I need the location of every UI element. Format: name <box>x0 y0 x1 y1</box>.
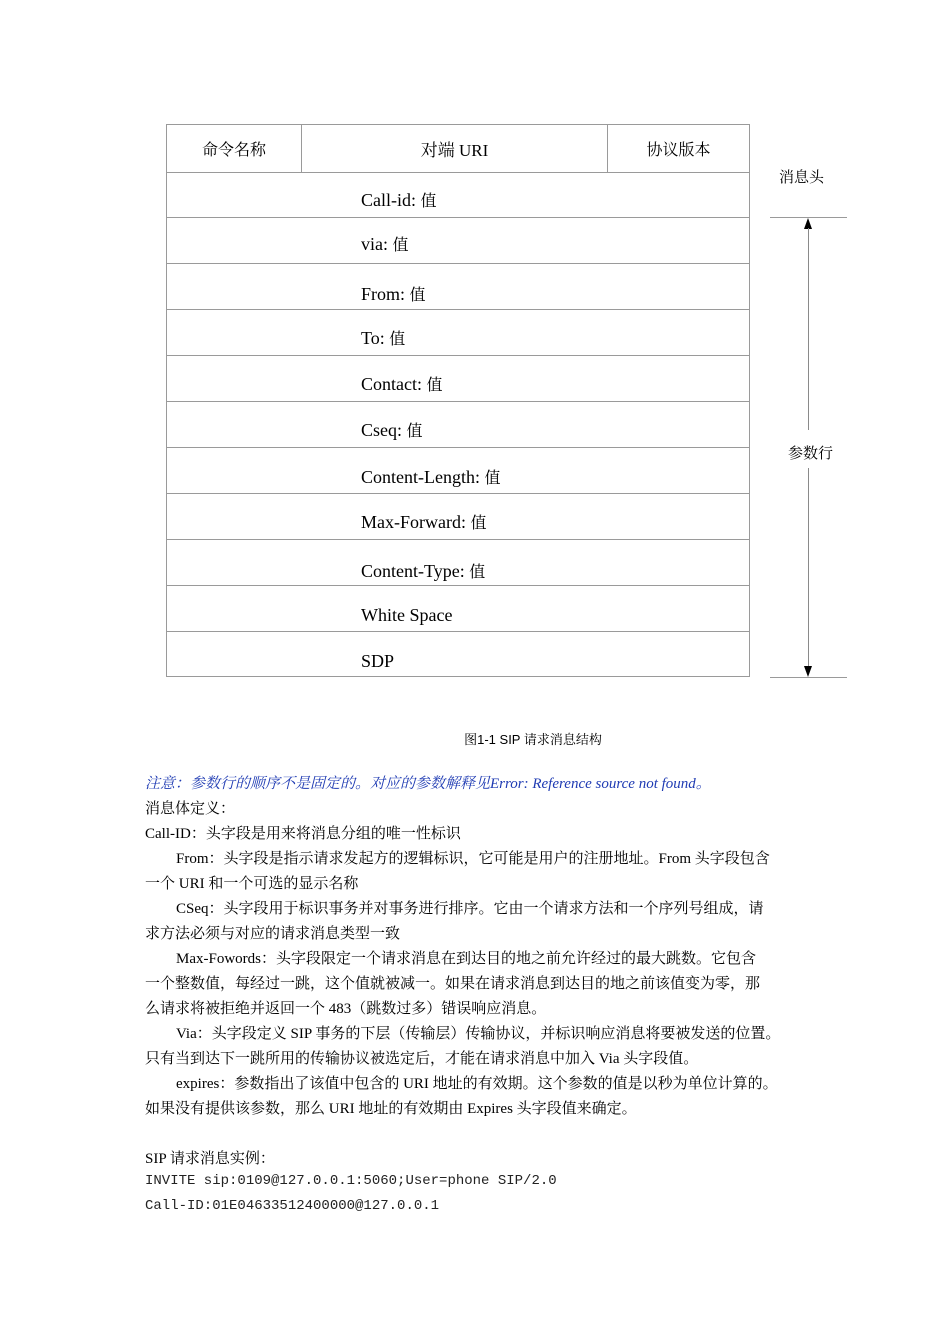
field-row-max-forward <box>167 494 749 540</box>
from-definition-line2: 一个 URI 和一个可选的显示名称 <box>145 876 359 892</box>
parameter-lines-label: 参数行 <box>788 446 834 462</box>
field-name: Content-Length: <box>361 467 480 487</box>
field-value: 值 <box>469 564 486 581</box>
example-line-invite: INVITE sip:0109@127.0.0.1:5060;User=phone SIP/2.0 <box>145 1173 557 1189</box>
note-text: 注意：参数行的顺序不是固定的。对应的参数解释见Error: Reference source not found。 <box>145 776 711 792</box>
field-value: 值 <box>409 287 426 304</box>
via-definition-line1: Via：头字段定义 SIP 事务的下层（传输层）传输协议，并标识响应消息将要被发送的位置。 <box>176 1026 781 1042</box>
message-header-label: 消息头 <box>779 170 825 186</box>
field-value: 值 <box>389 331 406 348</box>
sip-structure-table <box>166 124 750 677</box>
field-name: Call-id: <box>361 190 416 210</box>
field-row-call-id <box>167 172 749 218</box>
from-definition-line1: From：头字段是指示请求发起方的逻辑标识，它可能是用户的注册地址。From 头字段包含 <box>176 851 770 867</box>
field-row-from <box>167 264 749 310</box>
field-row-via <box>167 218 749 264</box>
max-forwards-definition-line2: 一个整数值，每经过一跳，这个值就被减一。如果在请求消息到达目的地之前该值变为零，那 <box>145 976 761 992</box>
field-name: Max-Forward: <box>361 512 466 532</box>
bracket-line-bottom <box>808 468 809 666</box>
body-definition-title: 消息体定义： <box>145 801 236 817</box>
field-value: 值 <box>392 237 409 254</box>
protocol-version-cell: 协议版本 <box>646 142 711 159</box>
figure-caption: 图1-1 SIP 请求消息结构 <box>464 732 602 747</box>
field-value: 值 <box>470 515 487 532</box>
expires-definition-line1: expires：参数指出了该值中包含的 URI 地址的有效期。这个参数的值是以秒为单位计算的。 <box>176 1076 778 1092</box>
field-name: Contact: <box>361 374 422 394</box>
call-id-definition: Call-ID：头字段是用来将消息分组的唯一性标识 <box>145 826 461 842</box>
max-forwards-definition-line1: Max-Fowords：头字段限定一个请求消息在到达目的地之前允许经过的最大跳数。它包含 <box>176 951 757 967</box>
field-value: 值 <box>426 377 443 394</box>
cseq-definition-line1: CSeq：头字段用于标识事务并对事务进行排序。它由一个请求方法和一个序列号组成，请 <box>176 901 764 917</box>
field-name: White Space <box>361 605 453 625</box>
field-row-sdp <box>167 632 749 678</box>
command-name-cell: 命令名称 <box>167 125 302 172</box>
arrow-down-icon <box>804 666 812 677</box>
field-name: To: <box>361 328 385 348</box>
field-name: Cseq: <box>361 420 403 440</box>
field-name: SDP <box>361 651 395 671</box>
field-row-to <box>167 310 749 356</box>
field-value: 值 <box>406 423 423 440</box>
max-forwards-definition-line3: 么请求将被拒绝并返回一个 483（跳数过多）错误响应消息。 <box>145 1001 547 1017</box>
field-value: 值 <box>484 470 501 487</box>
example-line-call-id: Call-ID:01E04633512400000@127.0.0.1 <box>145 1198 440 1214</box>
field-name: via: <box>361 234 388 254</box>
request-line-row <box>167 125 749 173</box>
field-row-content-length <box>167 448 749 494</box>
field-row-cseq <box>167 402 749 448</box>
cseq-definition-line2: 求方法必须与对应的请求消息类型一致 <box>145 926 401 942</box>
field-row-white-space <box>167 586 749 632</box>
field-value: 值 <box>420 193 437 210</box>
peer-uri-cell: 对端 URI <box>302 125 608 172</box>
bottom-divider-line <box>770 677 847 678</box>
expires-definition-line2: 如果没有提供该参数，那么 URI 地址的有效期由 Expires 头字段值来确定。 <box>145 1101 637 1117</box>
field-row-contact <box>167 356 749 402</box>
bracket-line-top <box>808 228 809 430</box>
via-definition-line2: 只有当到达下一跳所用的传输协议被选定后，才能在请求消息中加入 Via 头字段值。 <box>145 1051 699 1067</box>
example-title: SIP 请求消息实例： <box>145 1151 275 1167</box>
field-name: Content-Type: <box>361 561 465 581</box>
field-name: From: <box>361 284 406 304</box>
field-row-content-type <box>167 540 749 586</box>
